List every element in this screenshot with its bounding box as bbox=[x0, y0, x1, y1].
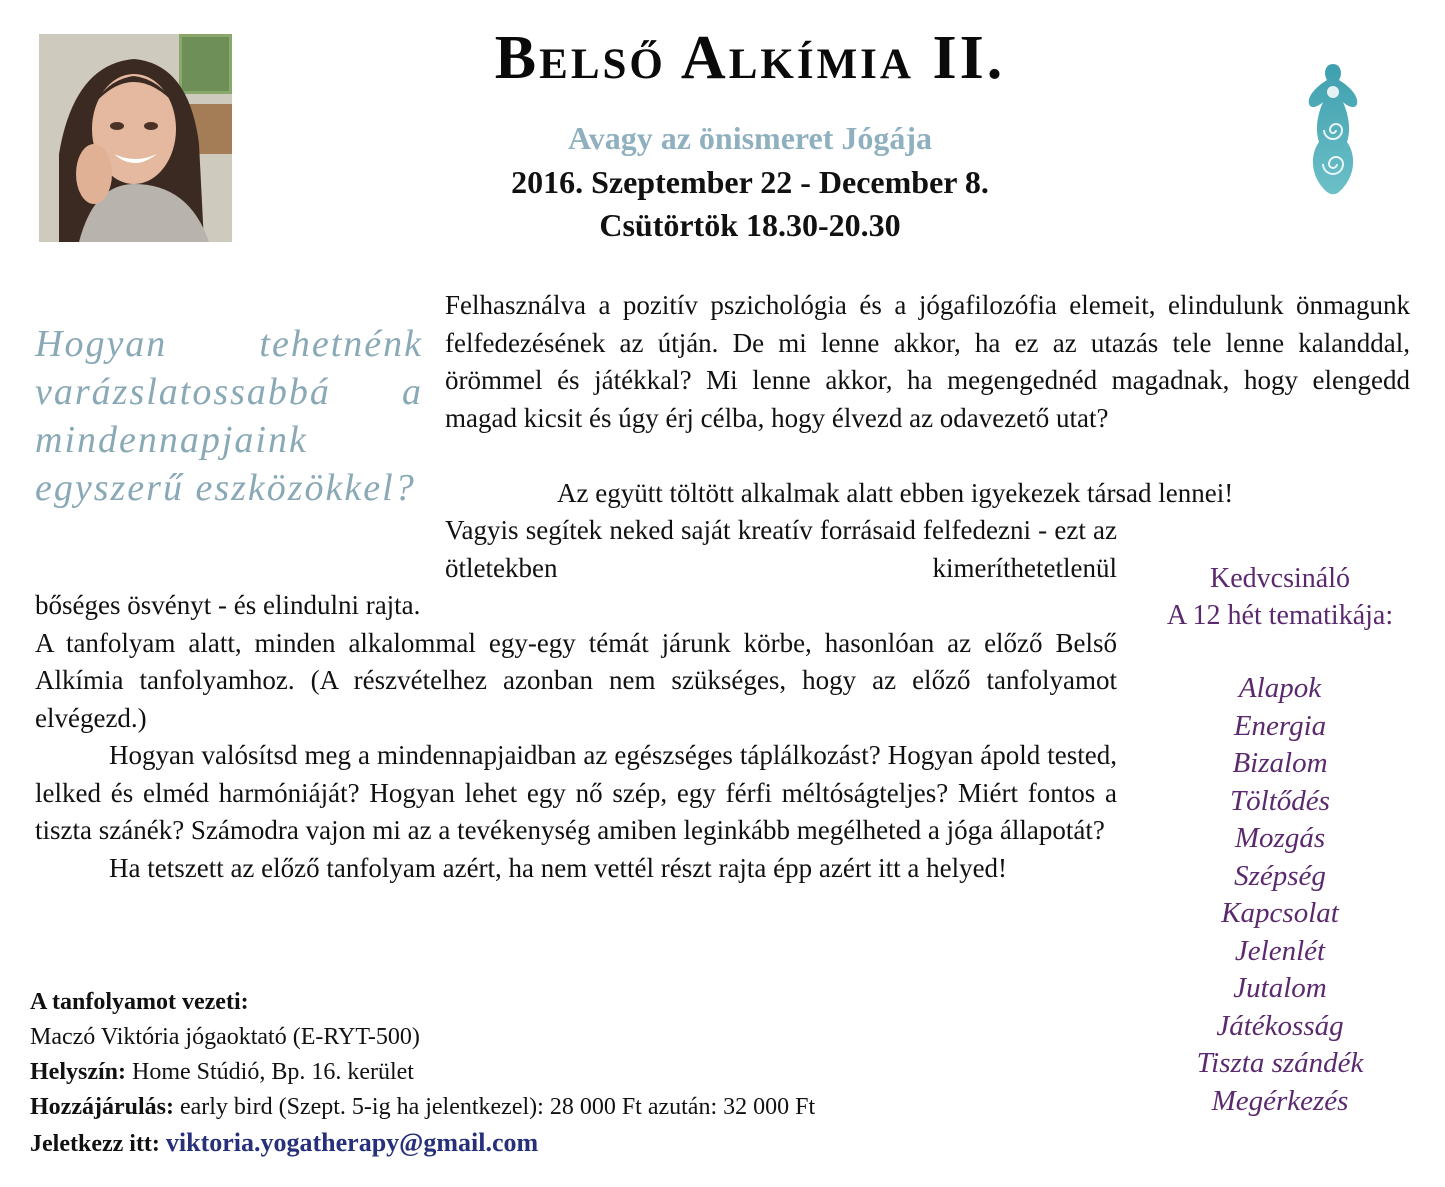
body-paragraph-2b: bőséges ösvényt - és elindulni rajta. bbox=[35, 590, 421, 620]
themes-heading-2: A 12 hét tematikája: bbox=[1166, 600, 1394, 631]
intro-question: Hogyan tehetnénk varázslatossabbá a mindennapjaink egyszerű eszközökkel? bbox=[35, 323, 423, 509]
signup-row bbox=[30, 1125, 1130, 1162]
course-info bbox=[30, 985, 1130, 1162]
location-value: Home Stúdió, Bp. 16. kerület bbox=[126, 1059, 414, 1085]
fee-value: early bird (Szept. 5-ig ha jelentkezel): 28 000 Ft azután: 32 000 Ft bbox=[173, 1094, 816, 1120]
page-title: Belső Alkímia II. bbox=[494, 24, 1006, 92]
body-paragraph-4: Hogyan valósítsd meg a mindennapjaidban az egészséges táplálkozást? Hogyan ápold tested, lelked és elméd harmóniáját? Hogyan lehet egy nő szép, egy férfi méltóságteljes? Miért fontos a tiszta szánék? Számodra vajon mi az a tevékenység amiben leginkább megélheted a jóga állapotát? bbox=[35, 740, 1117, 845]
body-paragraph-1b: Az együtt töltött alkalmak alatt ebben igyekezek társad lennei! bbox=[557, 478, 1234, 508]
fee-label: Hozzájárulás: bbox=[30, 1094, 174, 1120]
theme-item: Kapcsolat bbox=[1221, 897, 1339, 929]
location-row bbox=[30, 1055, 1130, 1090]
theme-item: Tiszta szándék bbox=[1196, 1047, 1364, 1079]
theme-item: Alapok bbox=[1238, 672, 1322, 704]
signup-email-link[interactable]: viktoria.yogatherapy@gmail.com bbox=[165, 1128, 539, 1157]
course-dates: 2016. Szeptember 22 - December 8. bbox=[511, 164, 989, 200]
signup-label: Jeletkezz itt: bbox=[30, 1131, 160, 1157]
theme-item: Jutalom bbox=[1233, 972, 1327, 1004]
body-column bbox=[35, 587, 1117, 887]
theme-item: Bizalom bbox=[1232, 747, 1328, 779]
course-time: Csütörtök 18.30-20.30 bbox=[599, 207, 901, 243]
leader-label: A tanfolyamot vezeti: bbox=[30, 989, 249, 1015]
body-paragraph-1: Felhasználva a pozitív pszichológia és a jógafilozófia elemeit, elindulunk önmagunk felfedezésének az útján. De mi lenne akkor, ha ez az utazás tele lenne kalanddal, örömmel és játékkal? Mi lenne akkor, ha megengednéd magadnak, hogy elengedd magad kicsit és úgy érj célba, hogy élvezd az odavezető utat? bbox=[445, 290, 1410, 433]
portrait-illustration bbox=[39, 34, 232, 242]
location-label: Helyszín: bbox=[30, 1059, 126, 1085]
body-paragraph-2a: Vagyis segítek neked saját kreatív forrásaid felfedezni - ezt az ötletekben kimeríthetetlenül bbox=[445, 515, 1117, 583]
theme-item: Energia bbox=[1233, 709, 1327, 742]
themes-items bbox=[1130, 670, 1430, 1120]
page-subtitle: Avagy az önismeret Jógája bbox=[567, 120, 933, 156]
body-paragraph-5: Ha tetszett az előző tanfolyam azért, ha nem vettél részt rajta épp azért itt a helyed! bbox=[109, 852, 1008, 883]
leader-row bbox=[30, 985, 1130, 1020]
theme-item: Szépség bbox=[1234, 859, 1326, 892]
fee-row bbox=[30, 1090, 1130, 1125]
theme-item: Mozgás bbox=[1234, 822, 1326, 854]
portrait-photo bbox=[39, 34, 232, 242]
leader-value: Maczó Viktória jógaoktató (E-RYT-500) bbox=[30, 1024, 420, 1050]
themes-heading-1: Kedvcsináló bbox=[1210, 563, 1350, 594]
theme-item: Megérkezés bbox=[1211, 1084, 1349, 1117]
goddess-spiral-icon bbox=[1305, 60, 1361, 196]
theme-item: Töltődés bbox=[1230, 784, 1330, 817]
body-paragraph-3: A tanfolyam alatt, minden alkalommal egy-egy témát járunk körbe, hasonlóan az előző Belső Alkímia tanfolyamhoz. (A részvételhez azonban nem szükséges, hogy az előző tanfolyamot elvégezd.) bbox=[35, 627, 1117, 733]
theme-item: Játékosság bbox=[1216, 1009, 1344, 1042]
theme-item: Jelenlét bbox=[1234, 934, 1326, 967]
themes-list bbox=[1130, 560, 1430, 1120]
